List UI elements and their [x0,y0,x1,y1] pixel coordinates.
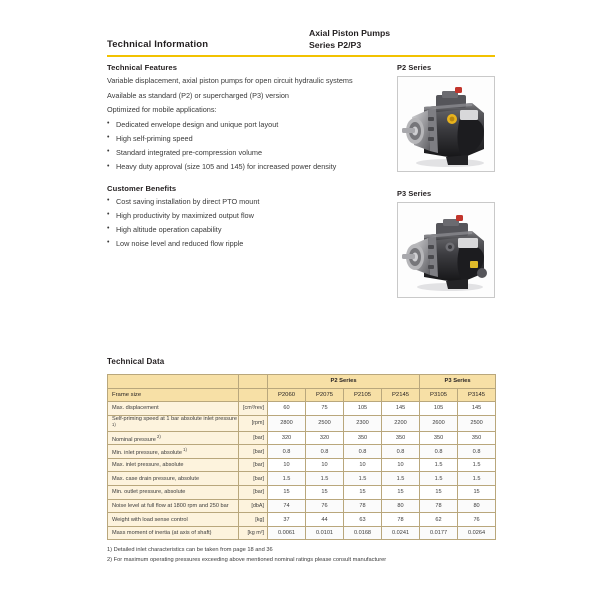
list-item: • High altitude operation capability [107,225,389,236]
table-row [108,499,496,513]
footnote-marker: 1) [181,447,187,453]
table-cell: 10 [306,458,344,472]
column-header-model: P3105 [420,388,458,402]
feature-paragraph: Optimized for mobile applications: [107,105,217,115]
group-header-spacer [108,375,239,389]
table-cell: 0.0241 [382,526,420,540]
p2-series-figure [397,63,495,172]
table-row [108,445,496,459]
customer-benefits-heading: Customer Benefits [107,183,177,193]
table-cell: 10 [382,458,420,472]
table-row [108,458,496,472]
table-cell: 78 [344,499,382,513]
footnote: 2) For maximum operating pressures exceeding above mentioned nominal ratings please consult manufacturer [107,557,387,563]
table-cell: 15 [382,486,420,500]
table-cell: 0.0061 [268,526,306,540]
product-title [309,28,390,51]
group-header-p3: P3 Series [420,375,496,389]
table-cell: 0.8 [344,445,382,459]
list-item: • Dedicated envelope design and unique port layout [107,120,389,131]
table-cell: 0.0168 [344,526,382,540]
table-cell: 350 [344,431,382,445]
row-label: Nominal pressure $^{2)}$ [108,431,239,445]
table-row [108,415,496,431]
list-item: • Standard integrated pre-compression volume [107,148,389,159]
p3-series-caption: P3 Series [397,189,432,198]
table-cell: 15 [268,486,306,500]
technical-data-table [107,374,496,540]
table-row [108,486,496,500]
table-row [108,513,496,527]
list-item: • Low noise level and reduced flow ripple [107,239,389,250]
table-cell: 320 [268,431,306,445]
table-cell: 15 [306,486,344,500]
document-header [107,28,495,58]
table-cell: 76 [458,513,496,527]
row-unit: [bar] [239,431,268,445]
table-cell: 1.5 [306,472,344,486]
row-label: Mass moment of inertia (at axis of shaft) [108,526,239,540]
technical-data-body [108,402,496,540]
table-cell: 0.8 [306,445,344,459]
table-cell: 2500 [306,415,344,431]
row-unit: [bar] [239,472,268,486]
row-label: Min. inlet pressure, absolute $^{1)}$ [108,445,239,459]
table-cell: 2800 [268,415,306,431]
table-cell: 105 [344,402,382,416]
table-cell: 1.5 [382,472,420,486]
row-label: Self-priming speed at 1 bar absolute inlet pressure $^{1)}$ [108,415,239,431]
table-cell: 62 [420,513,458,527]
content-column [107,63,389,253]
footnote-marker: 1) [112,421,116,427]
row-unit: [cm³/rev] [239,402,268,416]
footnote-marker: 2) [155,433,161,439]
table-cell: 145 [382,402,420,416]
row-label: Max. case drain pressure, absolute [108,472,239,486]
table-cell: 0.0264 [458,526,496,540]
table-cell: 74 [268,499,306,513]
row-unit: [bar] [239,458,268,472]
table-cell: 2200 [382,415,420,431]
list-item: • High productivity by maximized output flow [107,211,389,222]
table-cell: 0.0101 [306,526,344,540]
list-item: • High self-priming speed [107,134,389,145]
feature-paragraph: Variable displacement, axial piston pumps for open circuit hydraulic systems [107,76,353,85]
technical-features-list [107,120,389,173]
table-cell: 15 [344,486,382,500]
page-title: Technical Information [107,39,209,50]
table-cell: 350 [458,431,496,445]
row-unit: [bar] [239,445,268,459]
table-cell: 350 [420,431,458,445]
list-item: • Cost saving installation by direct PTO mount [107,197,389,208]
table-cell: 15 [420,486,458,500]
table-cell: 75 [306,402,344,416]
table-cell: 1.5 [458,458,496,472]
table-cell: 105 [420,402,458,416]
table-row [108,431,496,445]
table-cell: 76 [306,499,344,513]
row-unit: [kg] [239,513,268,527]
row-unit: [dbA] [239,499,268,513]
table-cell: 1.5 [268,472,306,486]
table-cell: 350 [382,431,420,445]
table-cell: 80 [382,499,420,513]
table-cell: 60 [268,402,306,416]
row-label: Max. displacement [108,402,239,416]
table-cell: 44 [306,513,344,527]
table-cell: 0.8 [458,445,496,459]
column-header-model: P2060 [268,388,306,402]
row-label: Max. inlet pressure, absolute [108,458,239,472]
row-label: Weight with load sense control [108,513,239,527]
table-cell: 0.8 [420,445,458,459]
column-header-model: P2145 [382,388,420,402]
column-header-unit [239,388,268,402]
column-header-frame-size: Frame size [108,388,239,402]
table-cell: 1.5 [420,458,458,472]
footnote: 1) Detailed inlet characteristics can be taken from page 18 and 36 [107,547,273,553]
table-cell: 145 [458,402,496,416]
header-divider [107,55,495,57]
footnotes [107,546,495,566]
technical-data-heading: Technical Data [107,357,165,366]
technical-features-heading: Technical Features [107,63,178,72]
table-cell: 1.5 [458,472,496,486]
table-cell: 10 [344,458,382,472]
group-header-p2: P2 Series [268,375,420,389]
row-unit: [kg m²] [239,526,268,540]
customer-benefits-list [107,197,389,250]
p2-series-photo [397,76,495,172]
technical-features-section [107,63,389,173]
table-cell: 2600 [420,415,458,431]
table-model-header-row [108,388,496,402]
table-row [108,526,496,540]
p3-series-photo [397,202,495,298]
row-unit: [bar] [239,486,268,500]
table-cell: 0.8 [382,445,420,459]
row-unit: [rpm] [239,415,268,431]
table-group-header-row [108,375,496,389]
product-title-line1: Axial Piston Pumps [309,28,391,38]
row-label: Min. outlet pressure, absolute [108,486,239,500]
table-cell: 1.5 [420,472,458,486]
p2-series-caption: P2 Series [397,63,432,72]
column-header-model: P2105 [344,388,382,402]
table-cell: 37 [268,513,306,527]
table-cell: 0.0177 [420,526,458,540]
row-label: Noise level at full flow at 1800 rpm and 250 bar [108,499,239,513]
column-header-model: P2075 [306,388,344,402]
product-title-line2: Series P2/P3 [309,39,362,50]
customer-benefits-section [107,184,389,250]
table-cell: 10 [268,458,306,472]
p3-series-figure [397,189,495,298]
table-cell: 2500 [458,415,496,431]
list-item: • Heavy duty approval (size 105 and 145) for increased power density [107,162,389,173]
table-cell: 78 [382,513,420,527]
feature-paragraph: Available as standard (P2) or supercharged (P3) version [107,90,289,100]
table-cell: 78 [420,499,458,513]
table-cell: 15 [458,486,496,500]
group-header-spacer [239,375,268,389]
table-row [108,402,496,416]
table-cell: 320 [306,431,344,445]
table-cell: 2300 [344,415,382,431]
table-cell: 80 [458,499,496,513]
table-cell: 0.8 [268,445,306,459]
table-row [108,472,496,486]
column-header-model: P3145 [458,388,496,402]
table-cell: 63 [344,513,382,527]
table-cell: 1.5 [344,472,382,486]
